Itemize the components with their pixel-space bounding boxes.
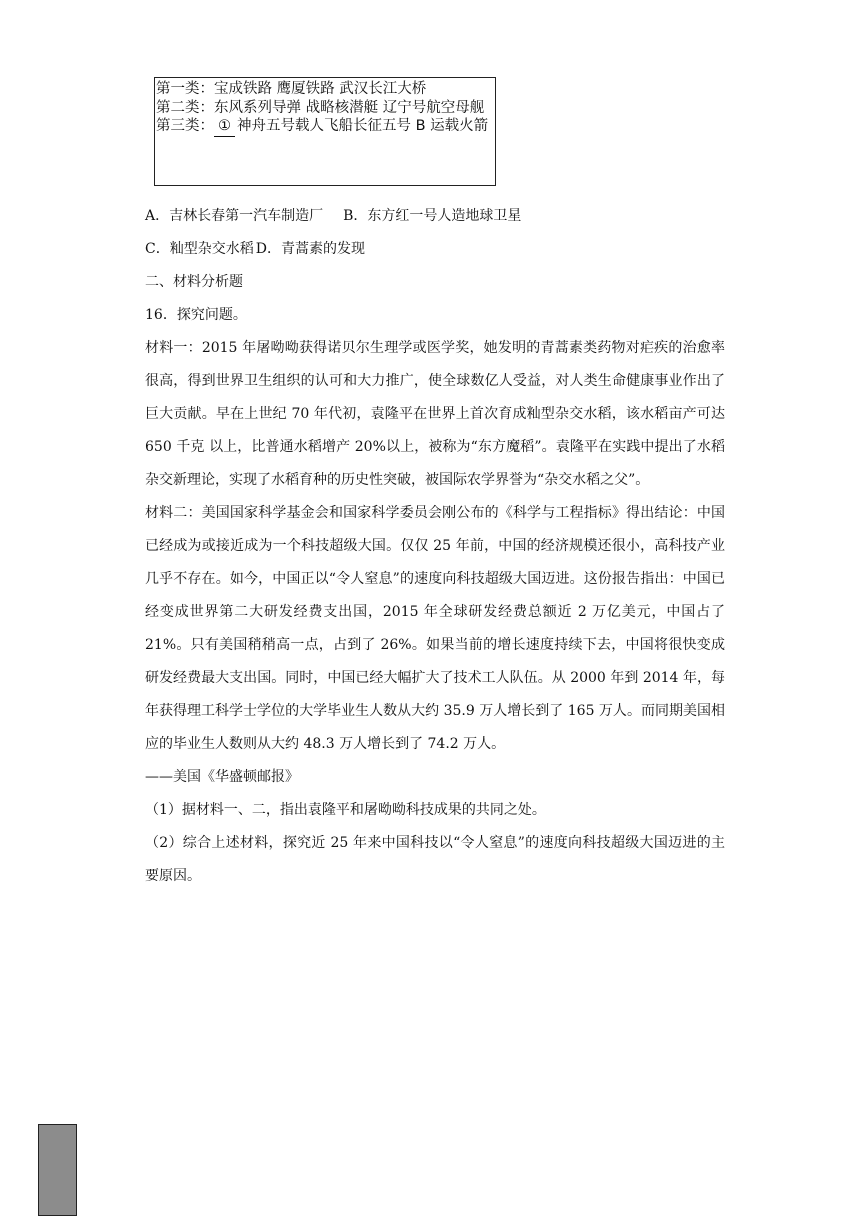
figure-blank-1: ① (214, 117, 235, 137)
material-one: 材料一：2015 年屠呦呦获得诺贝尔生理学或医学奖，她发明的青蒿素类药物对疟疾的治愈率很高，得到世界卫生组织的认可和大力推广，使全球数亿人受益，对人类生命健康事业作出了巨大贡献。早在上世纪 70 年代初，袁隆平在世界上首次育成籼型杂交水稻，该水稻亩产可达 650 千克 以上，比普通水稻增产 20%以上，被称为“东方魔稻”。袁隆平在实践中提出了水稻杂交新理论，实现了水稻育种的历史性突破，被国际农学界誉为“杂交水稻之父”。 (145, 340, 725, 488)
section-title: 二、材料分析题 (145, 274, 243, 290)
corner-marker-block (38, 1124, 77, 1216)
figure-line-3-rest: 神舟五号载人飞船长征五号 B 运载火箭 (237, 118, 489, 134)
document-body (145, 200, 725, 893)
option-c: C．籼型杂交水稻 (145, 241, 254, 257)
options-row-2 (145, 233, 725, 266)
sub-question-1: （1）据材料一、二，指出袁隆平和屠呦呦科技成果的共同之处。 (145, 802, 546, 818)
option-a: A．吉林长春第一汽车制造厂 (145, 208, 324, 224)
figure-line-1: 第一类：宝成铁路 鹰厦铁路 武汉长江大桥 (156, 81, 427, 97)
material-two: 材料二：美国国家科学基金会和国家科学委员会刚公布的《科学与工程指标》得出结论：中国已经成为或接近成为一个科技超级大国。仅仅 25 年前，中国的经济规模还很小，高科技产业几乎不存在。如今，中国正以“令人窒息”的速度向科技超级大国迈进。这份报告指出：中国已经变成世界第二大研发经费支出国，2015 年全球研发经费总额近 2 万亿美元，中国占了 21%。只有美国稍稍高一点，占到了 26%。如果当前的增长速度持续下去，中国将很快变成研发经费最大支出国。同时，中国已经大幅扩大了技术工人队伍。从 2000 年到 2014 年，每年获得理工科学士学位的大学毕业生人数从大约 35.9 万人增长到了 165 万人。而同期美国相应的毕业生人数则从大约 48.3 万人增长到了 74.2 万人。 (145, 505, 725, 752)
option-d: D．青蒿素的发现 (255, 241, 365, 257)
sub-question-2: （2）综合上述材料，探究近 25 年来中国科技以“令人窒息”的速度向科技超级大国迈进的主要原因。 (145, 835, 725, 884)
figure-line-3 (156, 117, 492, 137)
figure-line-2: 第二类：东风系列导弹 战略核潜艇 辽宁号航空母舰 (156, 99, 485, 116)
options-row-1 (145, 200, 725, 233)
material-source: ——美国《华盛顿邮报》 (145, 769, 299, 785)
option-b: B．东方红一号人造地球卫星 (343, 208, 522, 224)
figure-line-3-prefix: 第三类： (156, 118, 214, 134)
question-title: 16．探究问题。 (145, 307, 247, 323)
material-figure-box (154, 77, 496, 186)
